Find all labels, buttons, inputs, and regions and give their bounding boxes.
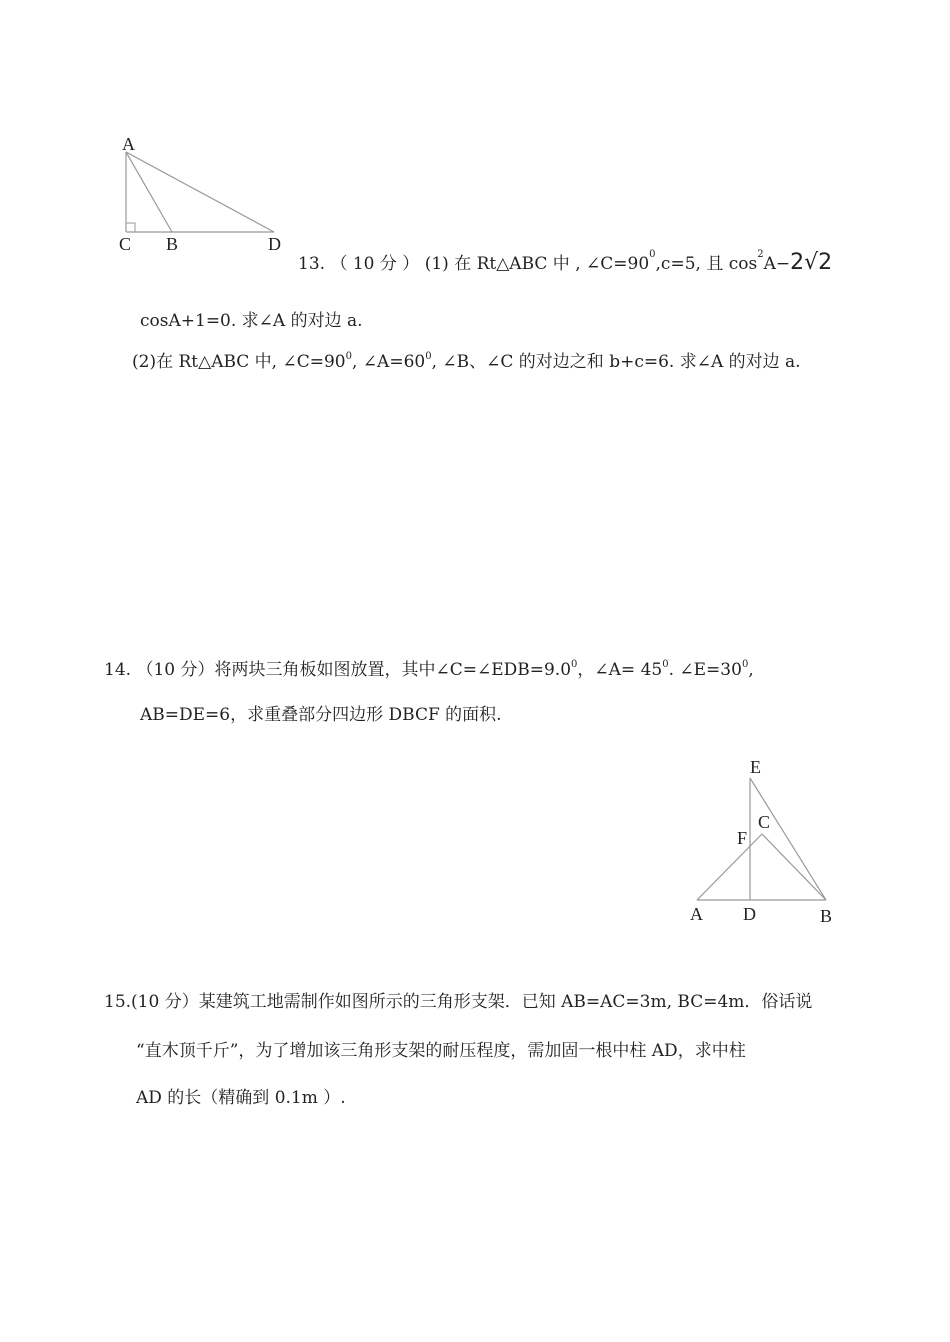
label-A: A — [122, 134, 135, 154]
right-angle-mark — [126, 223, 135, 232]
q13-part2: (2)在 Rt△ABC 中, $\angle C=90^0$, $\angle A=60^0$, ∠B、∠C 的对边之和 b+c=6. 求∠A 的对边 a. — [132, 351, 801, 372]
q13-line1: 13. （ 10 分 ） (1) 在 Rt△ABC 中 , $\angle C=90^0,c=5$, 且 $\cos^2A-2√2$ — [298, 249, 833, 275]
q14-line2: AB=DE=6，求重叠部分四边形 DBCF 的面积. — [140, 705, 502, 725]
q15-line2: “直木顶千斤”，为了增加该三角形支架的耐压程度，需加固一根中柱 AD，求中柱 — [136, 1041, 746, 1061]
label-B: B — [166, 234, 179, 254]
segment-AC — [697, 834, 762, 900]
segment-EB — [750, 778, 826, 900]
q13-points: （ 10 分 ） — [330, 254, 420, 274]
label-E: E — [750, 757, 761, 777]
label-F: F — [737, 828, 748, 848]
label-D2: D — [743, 904, 756, 924]
q13-part1-label: (1) — [424, 254, 449, 274]
label-A2: A — [690, 904, 703, 924]
segment-AD — [126, 152, 274, 232]
label-C: C — [119, 234, 132, 254]
segment-CB — [762, 834, 826, 900]
q13-line2: cosA+1=0. 求∠A 的对边 a. — [140, 311, 363, 331]
radical-expression: 2√2 — [790, 250, 833, 275]
q14-line1: 14. （10 分）将两块三角板如图放置，其中$\angle C=\angle EDB=9.0^0$，∠A= $45^0$. $\angle E=30^0$, — [104, 659, 754, 680]
label-B2: B — [820, 906, 833, 926]
q15-line1: 15.(10 分）某建筑工地需制作如图所示的三角形支架．已知 AB=AC=3m, BC=4m．俗话说 — [104, 992, 813, 1012]
q13-number: 13. — [298, 254, 326, 274]
label-D: D — [268, 234, 281, 254]
q15-line3: AD 的长（精确到 0.1m ）. — [136, 1088, 346, 1108]
figure-2-triangles — [680, 760, 850, 920]
label-C2: C — [758, 812, 771, 832]
